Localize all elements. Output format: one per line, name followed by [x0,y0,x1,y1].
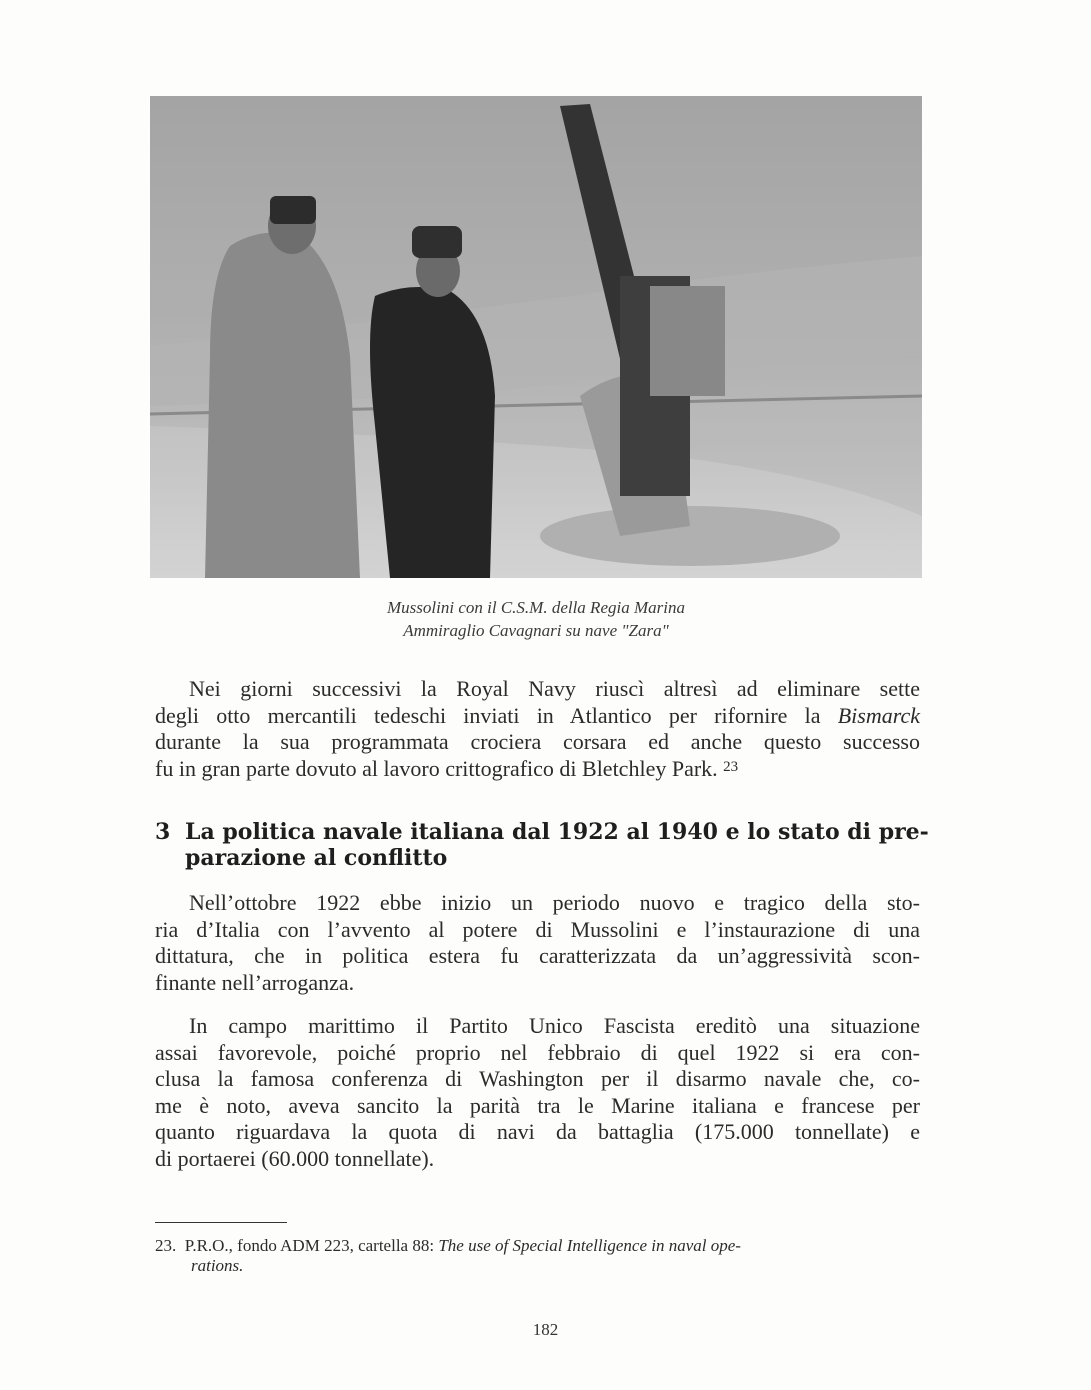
paragraph-1-line-1: Nei giorni successivi la Royal Navy riuscì altresì ad eliminare sette [189,676,920,701]
footnote-number: 23. [155,1236,177,1255]
footnote [155,1236,920,1276]
paragraph-1-line-3: durante la sua programmata crociera corsara ed anche questo successo [155,729,920,754]
paragraph-3-line-2: assai favorevole, poiché proprio nel febbraio di quel 1922 si era con- [155,1039,920,1065]
paragraph-2-line-2: ria d’Italia con l’avvento al potere di Mussolini e l’instaurazione di una [155,916,920,942]
footnote-source: P.R.O., fondo ADM 223, cartella 88: [184,1236,439,1255]
paragraph-1-line-4 [155,756,920,783]
paragraph-2-line-3: dittatura, che in politica estera fu caratterizzata da un’aggressività scon- [155,943,920,968]
paragraph-2 [155,890,920,996]
footnote-divider [155,1222,287,1223]
paragraph-3-line-6: di portaerei (60.000 tonnellate). [155,1145,435,1171]
footnote-title: The use of Special Intelligence in naval ope- [438,1236,741,1255]
paragraph-1 [155,676,920,782]
paragraph-2-line-4: finante nell’arroganza. [155,969,355,995]
section-title-line-1: La politica navale italiana dal 1922 al 1940 e lo stato di pre- [185,819,929,845]
photo-caption [150,596,922,642]
paragraph-1-line-4-text: fu in gran parte dovuto al lavoro crittografico di Bletchley Park. [155,755,718,781]
section-title-line-2: parazione al conflitto [185,845,448,871]
paragraph-1-line-2 [155,703,920,730]
paragraph-3-line-1: In campo marittimo il Partito Unico Fascista ereditò una situazione [189,1013,920,1038]
paragraph-3 [155,1013,920,1172]
paragraph-3-line-5: quanto riguardava la quota di navi da battaglia (175.000 tonnellate) e [155,1119,920,1144]
paragraph-3-line-4: me è noto, aveva sancito la parità tra le Marine italiana e francese per [155,1092,920,1118]
footnote-reference[interactable]: 23 [723,758,739,775]
footnote-line-2 [155,1256,920,1276]
footnote-title-cont: rations. [191,1256,244,1275]
paragraph-3-line-3: clusa la famosa conferenza di Washington per il disarmo navale che, co- [155,1066,920,1091]
photo-scene [150,96,922,578]
caption-line-2: Ammiraglio Cavagnari su nave "Zara" [403,621,669,640]
page-number: 182 [532,1320,559,1339]
section-heading [155,819,929,871]
section-number: 3 [155,819,171,845]
caption-line-1: Mussolini con il C.S.M. della Regia Marina [387,598,685,617]
paragraph-1-line-2-text: degli otto mercantili tedeschi inviati in Atlantico per rifornire la [155,702,838,728]
ship-name-bismarck: Bismarck [837,702,920,728]
photograph [150,96,922,578]
paragraph-2-line-1: Nell’ottobre 1922 ebbe inizio un periodo nuovo e tragico della sto- [189,890,920,915]
footnote-line-1 [155,1236,920,1256]
